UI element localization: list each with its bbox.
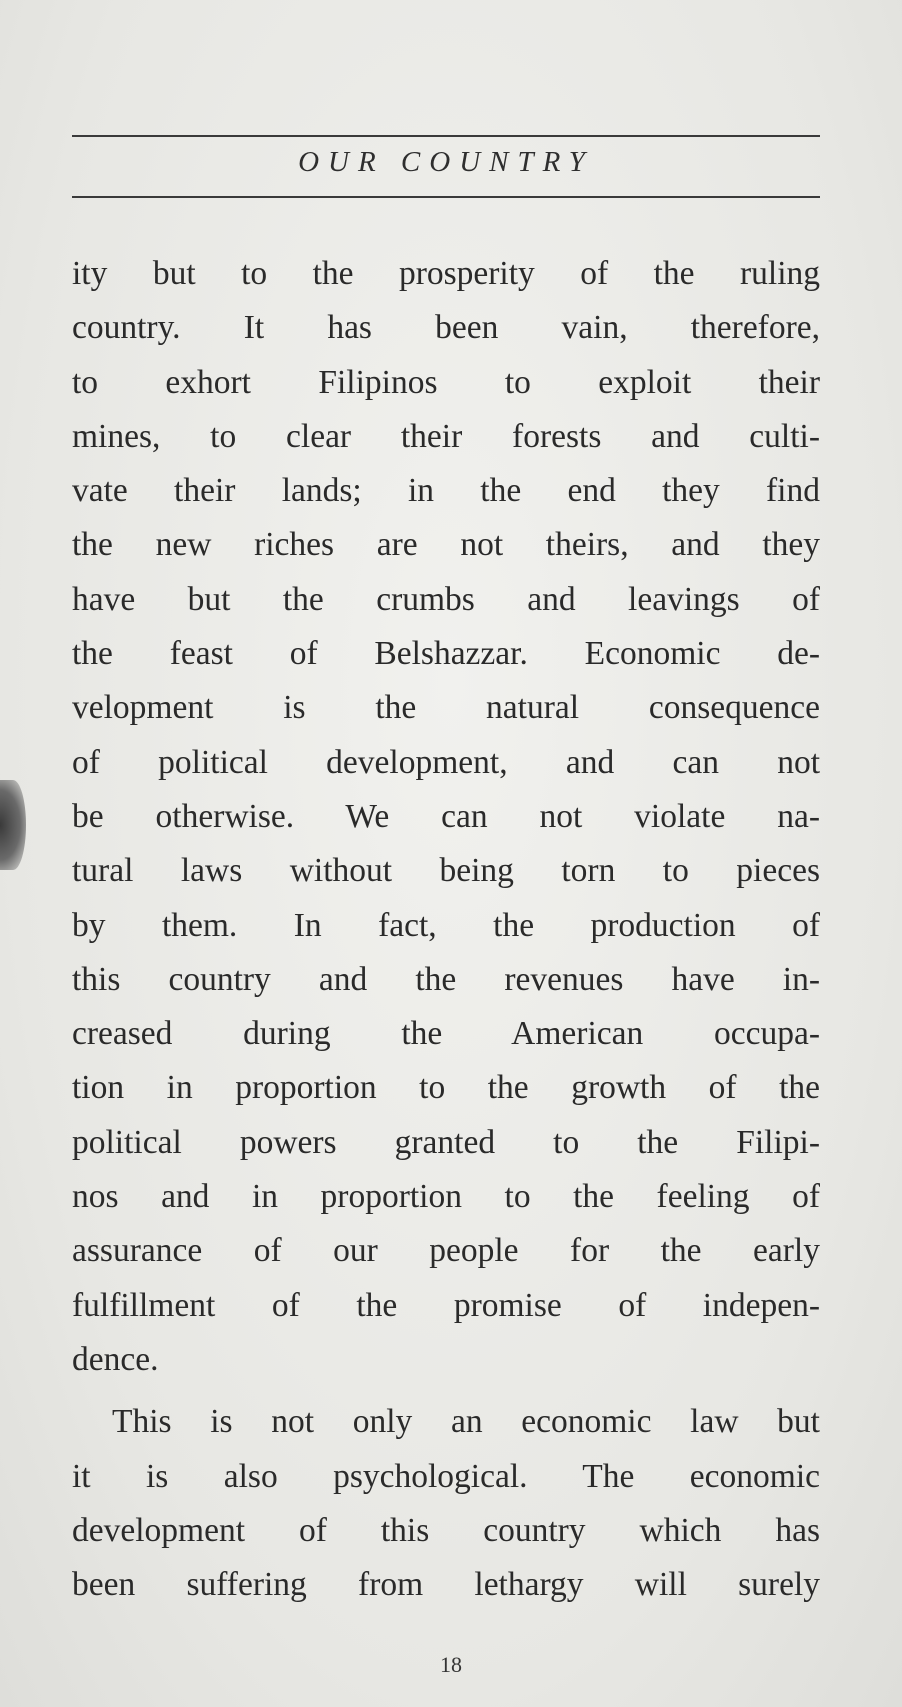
text-line: vate their lands; in the end they find xyxy=(72,472,820,510)
text-line: fulfillment of the promise of indepen- xyxy=(72,1286,820,1324)
body-text xyxy=(72,247,820,1612)
text-line: velopment is the natural consequence xyxy=(72,689,820,727)
text-line: it is also psychological. The economic xyxy=(72,1457,820,1495)
ink-smudge xyxy=(0,780,26,870)
text-line: the feast of Belshazzar. Economic de- xyxy=(72,635,820,673)
text-line: mines, to clear their forests and culti- xyxy=(72,417,820,455)
page-number: 18 xyxy=(440,1652,462,1677)
text-line: nos and in proportion to the feeling of xyxy=(72,1178,820,1216)
text-line: assurance of our people for the early xyxy=(72,1232,820,1270)
text-line: the new riches are not theirs, and they xyxy=(72,526,820,564)
text-line: country. It has been vain, therefore, xyxy=(72,309,820,347)
text-line: by them. In fact, the production of xyxy=(72,906,820,944)
text-line: tural laws without being torn to pieces xyxy=(72,852,820,890)
text-line: creased during the American occupa- xyxy=(72,1015,820,1053)
text-line: political powers granted to the Filipi- xyxy=(72,1123,820,1161)
text-line: tion in proportion to the growth of the xyxy=(72,1069,820,1107)
text-line: to exhort Filipinos to exploit their xyxy=(72,363,820,401)
running-title: OUR COUNTRY xyxy=(298,146,594,178)
header-rule-bottom xyxy=(72,196,820,198)
text-line: been suffering from lethargy will surely xyxy=(72,1566,820,1604)
text-line: development of this country which has xyxy=(72,1511,820,1549)
text-line: ity but to the prosperity of the ruling xyxy=(72,255,820,292)
text-line: This is not only an economic law but xyxy=(112,1403,820,1441)
text-line: of political development, and can not xyxy=(72,743,820,781)
header-rule-top xyxy=(72,135,820,137)
text-line: this country and the revenues have in- xyxy=(72,960,820,998)
text-line: have but the crumbs and leavings of xyxy=(72,580,820,618)
text-line: dence. xyxy=(72,1340,159,1378)
text-line: be otherwise. We can not violate na- xyxy=(72,797,820,835)
paragraph-gap xyxy=(72,1387,820,1395)
